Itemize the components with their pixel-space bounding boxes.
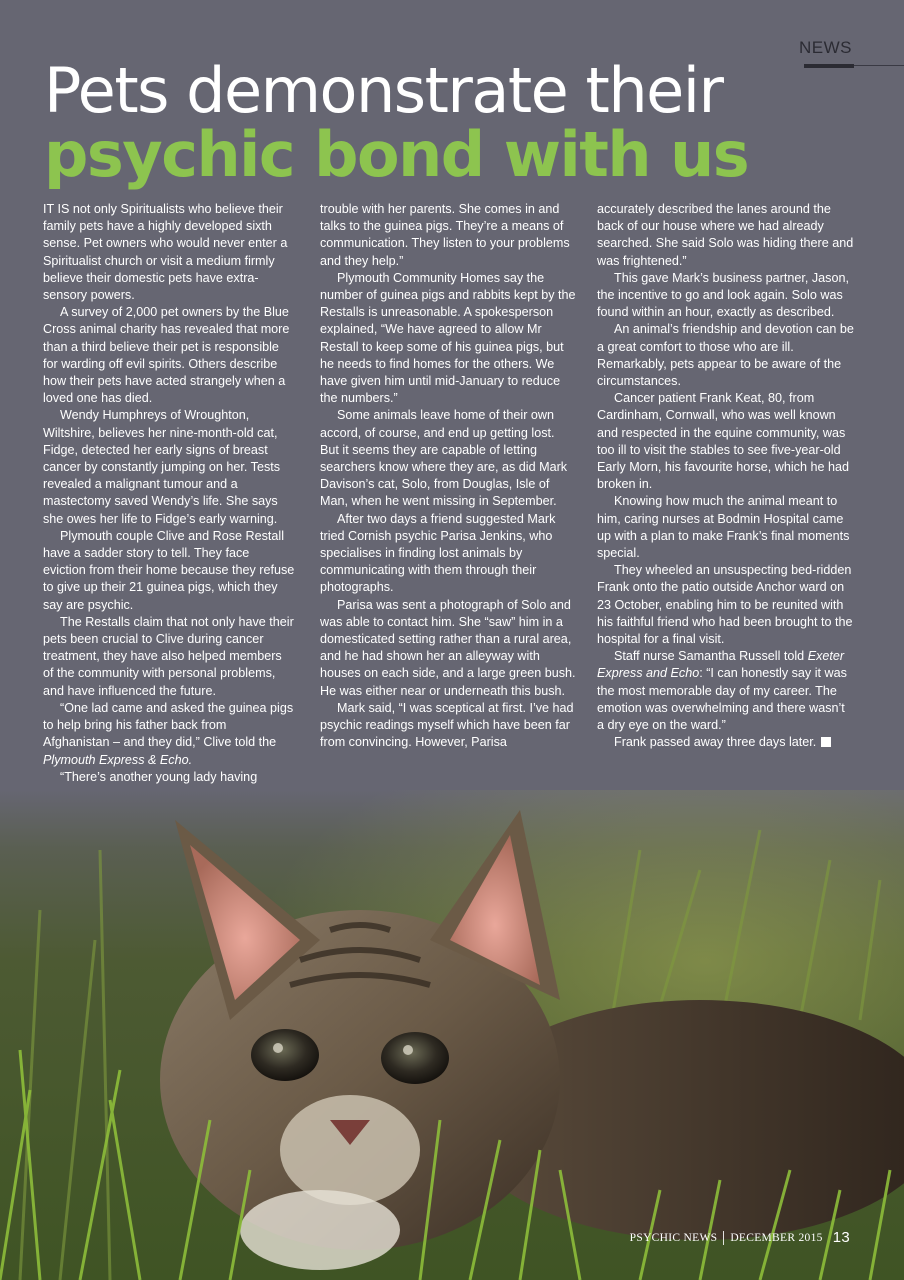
page-footer <box>630 1229 850 1246</box>
footer-divider <box>723 1231 724 1245</box>
headline-line-1: Pets demonstrate their <box>44 54 723 127</box>
paragraph: An animal’s friendship and devotion can be a great comfort to those who are ill. Remarkably, pets appear to be aware of the circumstances. <box>597 322 854 389</box>
paragraph: After two days a friend suggested Mark tried Cornish psychic Parisa Jenkins, who specialises in finding lost animals by communicating with them through their photographs. <box>320 511 556 595</box>
paragraph: Parisa was sent a photograph of Solo and was able to contact him. She “saw” him in a domesticated setting rather than a rural area, and he had shown her an alleyway with houses on each side, and a large green bush. He was either near or underneath this bush. <box>320 597 576 698</box>
issue-date: DECEMBER 2015 <box>730 1231 823 1244</box>
paragraph: trouble with her parents. She comes in and talks to the guinea pigs. They’re a means of communication. They listen to your problems and they help.” <box>320 202 570 268</box>
paragraph: Some animals leave home of their own accord, of course, and end up getting lost. But it seems they are capable of letting searchers know where they are, as did Mark Davison’s cat, Solo, from Douglas, Isle of Man, when he went missing in September. <box>320 408 568 509</box>
paragraph: Mark said, “I was sceptical at first. I’ve had psychic readings myself which have been far from convincing. However, Parisa <box>320 700 574 750</box>
paragraph: They wheeled an unsuspecting bed-ridden Frank onto the patio outside Anchor ward on 23 October, enabling him to be reunited with his faithful friend who had been brought to the hospital for a final visit. <box>597 563 853 647</box>
paragraph-final <box>597 734 855 751</box>
paragraph: This gave Mark’s business partner, Jason, the incentive to go and look again. Solo was found within an hour, exactly as described. <box>597 270 849 320</box>
article-column-2 <box>320 201 576 752</box>
publication-name: PSYCHIC NEWS <box>629 1231 718 1244</box>
article-column-1 <box>43 201 295 786</box>
publication-name: Plymouth Express & Echo. <box>43 752 193 767</box>
article-column-3 <box>597 201 855 752</box>
kitten-photo <box>0 790 904 1280</box>
paragraph-quote <box>597 648 855 734</box>
headline-line-2: psychic bond with us <box>44 118 749 191</box>
paragraph: Knowing how much the animal meant to him, caring nurses at Bodmin Hospital came up with a plan to make Frank’s final moments special. <box>597 494 850 561</box>
paragraph: accurately described the lanes around the back of our house where we had already searched. She said Solo was hiding there and was frightened.” <box>597 202 854 268</box>
page-number: 13 <box>832 1229 850 1246</box>
quote-intro: Staff nurse Samantha Russell told <box>614 649 808 664</box>
headline <box>44 54 884 191</box>
end-mark-icon <box>821 737 831 747</box>
quote-text: “One lad came and asked the guinea pigs to help bring his father back from Afghanistan – and they did,” Clive told the <box>43 700 294 750</box>
paragraph: Plymouth couple Clive and Rose Restall have a sadder story to tell. They face eviction from their home because they refuse to give up their 21 guinea pigs, which they say are psychic. <box>43 528 295 612</box>
paragraph: “There’s another young lady having <box>60 769 258 784</box>
publication-name: Exeter Express and Echo <box>597 649 845 681</box>
final-sentence: Frank passed away three days later. <box>614 735 817 750</box>
paragraph: IT IS not only Spiritualists who believe their family pets have a highly developed sixth sense. Pet owners who would never enter a Spiritualist church or visit a medium firmly believe their domestic pets have extra-sensory powers. <box>43 202 288 303</box>
paragraph: Wendy Humphreys of Wroughton, Wiltshire, believes her nine-month-old cat, Fidge, detected her early signs of breast cancer by constantly jumping on her. Tests revealed a malignant tumour and a mastectomy saved Wendy’s life. She says she owes her life to Fidge’s early warning. <box>43 408 281 526</box>
paragraph: Cancer patient Frank Keat, 80, from Cardinham, Cornwall, who was well known and respected in the equine community, was too ill to visit the stables to see five-year-old Early Morn, his favourite horse, which he had broken in. <box>597 391 849 492</box>
paragraph: The Restalls claim that not only have their pets been crucial to Clive during cancer treatment, they have also helped members of the community with personal problems, and have influenced the future. <box>43 614 294 698</box>
paragraph: A survey of 2,000 pet owners by the Blue Cross animal charity has revealed that more than a third believe their pet is responsible for warding off evil spirits. Others describe how their pets have acted strangely when a loved one has died. <box>43 305 290 406</box>
paragraph: Plymouth Community Homes say the number of guinea pigs and rabbits kept by the Restalls is unreasonable. A spokesperson explained, “We have agreed to allow Mr Restall to keep some of his guinea pigs, but he needs to find homes for the others. We have given him until mid-January to reduce the numbers.” <box>320 270 576 406</box>
quote-text: : “I can honestly say it was the most memorable day of my career. The emotion was overwhelming and there wasn’t a dry eye on the ward.” <box>597 666 847 733</box>
paragraph-quote <box>43 700 295 769</box>
section-label: NEWS <box>799 38 852 57</box>
